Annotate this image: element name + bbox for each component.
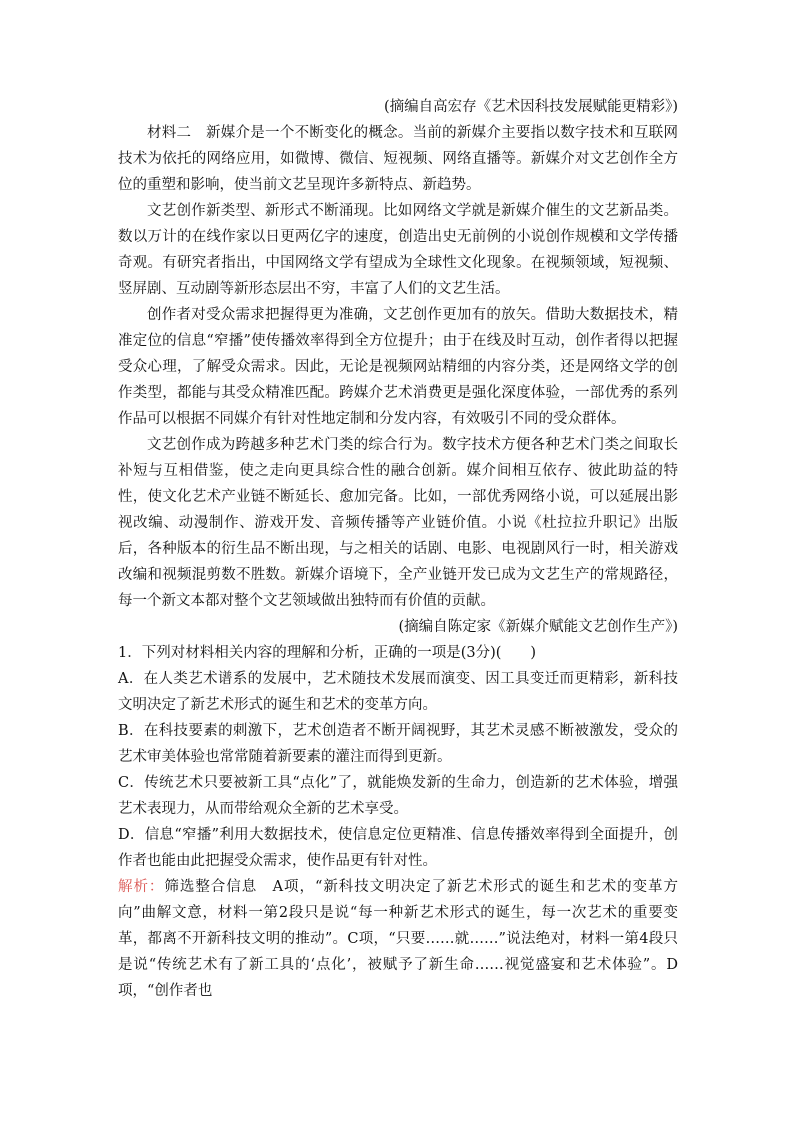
analysis-label: 解析： <box>118 879 165 895</box>
material2-paragraph-3: 创作者对受众需求把握得更为准确，文艺创作更加有的放矢。借助大数据技术，精准定位的信息“窄播”使传播效率得到全方位提升；由于在线及时互动，创作者得以把握受众心理，了解受众需求。因此，无论是视频网站精细的内容分类，还是网络文学的创作类型，都能与其受众精准匹配。跨媒介艺术消费更是强化深度体验，一部优秀的系列作品可以根据不同媒介有针对性地定制和分发内容，有效吸引不同的受众群体。 <box>118 307 678 427</box>
analysis-block <box>118 874 678 1004</box>
option-a: A．在人类艺术谱系的发展中，艺术随技术发展而演变、因工具变迁而更精彩，新科技文明决定了新艺术形式的诞生和艺术的变革方向。 <box>118 671 678 713</box>
analysis-text: 筛选整合信息 A项，“新科技文明决定了新艺术形式的诞生和艺术的变革方向”曲解文意，材料一第2段只是说“每一种新艺术形式的诞生，每一次艺术的重要变革，都离不开新科技文明的推动”。C项，“只要……就……”说法绝对，材料一第4段只是说“传统艺术有了新工具的‘点化’，被赋予了新生命……视觉盛宴和艺术体验”。D项，“创作者也 <box>118 879 678 999</box>
question-stem: 1．下列对材料相关内容的理解和分析，正确的一项是(3分)( ) <box>118 645 537 661</box>
material2-paragraph-2: 文艺创作新类型、新形式不断涌现。比如网络文学就是新媒介催生的文艺新品类。数以万计的在线作家以日更两亿字的速度，创造出史无前例的小说创作规模和文学传播奇观。有研究者指出，中国网络文学有望成为全球性文化现象。在视频领域，短视频、竖屏剧、互动剧等新形态层出不穷，丰富了人们的文艺生活。 <box>118 203 678 297</box>
source-citation-1: (摘编自高宏存《艺术因科技发展赋能更精彩》) <box>383 99 678 115</box>
option-c: C．传统艺术只要被新工具“点化”了，就能焕发新的生命力，创造新的艺术体验，增强艺术表现力，从而带给观众全新的艺术享受。 <box>118 775 678 817</box>
material2-paragraph-4: 文艺创作成为跨越多种艺术门类的综合行为。数字技术方便各种艺术门类之间取长补短与互相借鉴，使之走向更具综合性的融合创新。媒介间相互依存、彼此助益的特性，使文化艺术产业链不断延长、愈加完备。比如，一部优秀网络小说，可以延展出影视改编、动漫制作、游戏开发、音频传播等产业链价值。小说《杜拉拉升职记》出版后，各种版本的衍生品不断出现，与之相关的话剧、电影、电视剧风行一时，相关游戏改编和视频混剪数不胜数。新媒介语境下，全产业链开发已成为文艺生产的常规路径，每一个新文本都对整个文艺领域做出独特而有价值的贡献。 <box>118 437 678 609</box>
option-b: B．在科技要素的刺激下，艺术创造者不断开阔视野，其艺术灵感不断被激发，受众的艺术审美体验也常常随着新要素的灌注而得到更新。 <box>118 723 678 765</box>
option-d: D．信息“窄播”利用大数据技术，使信息定位更精准、信息传播效率得到全面提升，创作者也能由此把握受众需求，使作品更有针对性。 <box>118 827 678 869</box>
material2-paragraph-1: 材料二 新媒介是一个不断变化的概念。当前的新媒介主要指以数字技术和互联网技术为依托的网络应用，如微博、微信、短视频、网络直播等。新媒介对文艺创作全方位的重塑和影响，使当前文艺呈现许多新特点、新趋势。 <box>118 125 678 193</box>
document-page <box>118 94 678 1004</box>
source-citation-2: (摘编自陈定家《新媒介赋能文艺创作生产》) <box>398 619 678 635</box>
